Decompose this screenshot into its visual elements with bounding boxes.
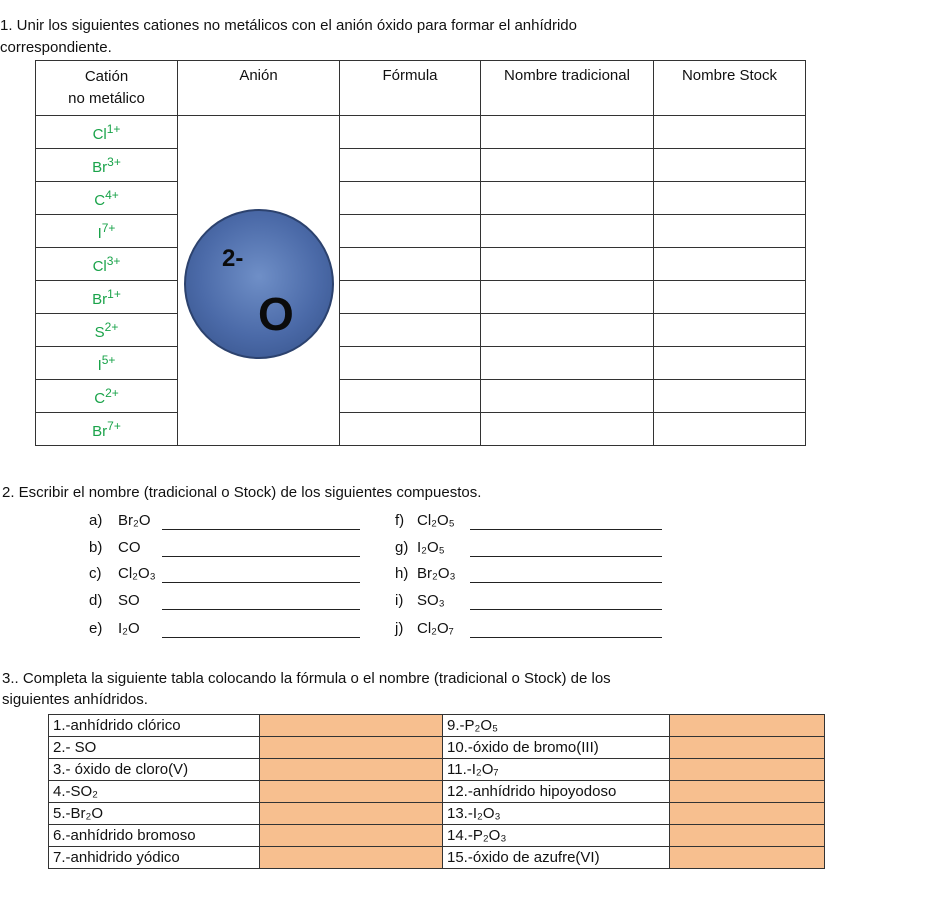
- q3-line1: 3.. Completa la siguiente tabla colocando la fórmula o el nombre (tradicional o Stock) de los: [2, 670, 611, 687]
- compound-letter: a): [89, 512, 103, 529]
- anhydride-left: 7.-anhidrido yódico: [49, 847, 260, 869]
- anhydride-left: 6.-anhídrido bromoso: [49, 825, 260, 847]
- anhydride-left: 4.-SO₂: [49, 781, 260, 803]
- answer-line[interactable]: [162, 529, 360, 530]
- header-traditional: Nombre tradicional: [481, 61, 654, 116]
- answer-line[interactable]: [162, 556, 360, 557]
- q2-title: 2. Escribir el nombre (tradicional o Stock) de los siguientes compuestos.: [2, 484, 482, 501]
- anion-cell: [178, 116, 340, 446]
- answer-cell[interactable]: [260, 847, 443, 869]
- compound-formula: Cl₂O₃: [118, 565, 156, 582]
- answer-line[interactable]: [470, 637, 662, 638]
- compound-formula: SO: [118, 592, 140, 609]
- answer-cell[interactable]: [260, 825, 443, 847]
- header-cation: Catión no metálico: [36, 61, 178, 116]
- compound-letter: g): [395, 539, 409, 556]
- compound-letter: b): [89, 539, 103, 556]
- q3-line2: siguientes anhídridos.: [2, 691, 148, 708]
- answer-cell[interactable]: [260, 759, 443, 781]
- formula-cell[interactable]: [340, 116, 481, 149]
- table-row: [49, 759, 825, 781]
- compound-letter: j): [395, 620, 404, 637]
- anhydride-right: 12.-anhídrido hipoyodoso: [443, 781, 670, 803]
- anhydride-right: 14.-P₂O₃: [443, 825, 670, 847]
- cation-cell: $I^{5+}$: [36, 347, 178, 380]
- anhydride-left: 2.- SO: [49, 737, 260, 759]
- answer-cell[interactable]: [670, 759, 825, 781]
- compound-letter: e): [89, 620, 103, 637]
- anhydride-left: 3.- óxido de cloro(V): [49, 759, 260, 781]
- q1-line1: 1. Unir los siguientes cationes no metálicos con el anión óxido para formar el anhídrido: [0, 17, 577, 34]
- anhydride-right: 11.-I₂O₇: [443, 759, 670, 781]
- compound-letter: d): [89, 592, 103, 609]
- anion-oxide-ball: O $^{2-}$: [184, 209, 334, 359]
- table-row: [49, 803, 825, 825]
- cation-cell: $I^{7+}$: [36, 215, 178, 248]
- cation-cell: $C^{2+}$: [36, 380, 178, 413]
- stock-cell[interactable]: [654, 116, 806, 149]
- anhydride-right: 10.-óxido de bromo(III): [443, 737, 670, 759]
- compound-formula: SO₃: [417, 592, 445, 609]
- table-row: [49, 737, 825, 759]
- answer-cell[interactable]: [670, 847, 825, 869]
- answer-line[interactable]: [162, 609, 360, 610]
- cation-cell: $S^{2+}$: [36, 314, 178, 347]
- traditional-cell[interactable]: [481, 116, 654, 149]
- table-row: [49, 847, 825, 869]
- cation-cell: $C^{4+}$: [36, 182, 178, 215]
- answer-cell[interactable]: [670, 737, 825, 759]
- answer-cell[interactable]: [260, 781, 443, 803]
- cation-cell: $Br^{7+}$: [36, 413, 178, 446]
- header-formula: Fórmula: [340, 61, 481, 116]
- anhydride-right: 13.-I₂O₃: [443, 803, 670, 825]
- answer-cell[interactable]: [670, 715, 825, 737]
- cation-cell: $Cl^{3+}$: [36, 248, 178, 281]
- compound-formula: I₂O₅: [417, 539, 445, 556]
- answer-line[interactable]: [470, 556, 662, 557]
- header-stock: Nombre Stock: [654, 61, 806, 116]
- answer-line[interactable]: [470, 582, 662, 583]
- table-row: [49, 781, 825, 803]
- compound-formula: Cl₂O₅: [417, 512, 455, 529]
- answer-cell[interactable]: [260, 737, 443, 759]
- answer-line[interactable]: [162, 582, 360, 583]
- compound-letter: c): [89, 565, 102, 582]
- compound-formula: Br₂O₃: [417, 565, 456, 582]
- compound-formula: Br₂O: [118, 512, 151, 529]
- anhydride-left: 5.-Br₂O: [49, 803, 260, 825]
- table-row: [49, 825, 825, 847]
- answer-line[interactable]: [162, 637, 360, 638]
- compound-letter: i): [395, 592, 404, 609]
- anhydride-right: 15.-óxido de azufre(VI): [443, 847, 670, 869]
- answer-line[interactable]: [470, 529, 662, 530]
- anhydride-table: [48, 714, 825, 869]
- compound-formula: CO: [118, 539, 141, 556]
- cation-cell: $Br^{1+}$: [36, 281, 178, 314]
- compound-letter: f): [395, 512, 405, 529]
- answer-cell[interactable]: [670, 803, 825, 825]
- answer-cell[interactable]: [670, 781, 825, 803]
- cation-cell: $Br^{3+}$: [36, 149, 178, 182]
- answer-line[interactable]: [470, 609, 662, 610]
- anhydride-left: 1.-anhídrido clórico: [49, 715, 260, 737]
- q1-line2: correspondiente.: [0, 39, 112, 56]
- anhydride-right: 9.-P₂O₅: [443, 715, 670, 737]
- compound-letter: h): [395, 565, 409, 582]
- answer-cell[interactable]: [260, 715, 443, 737]
- answer-cell[interactable]: [260, 803, 443, 825]
- table-row: [49, 715, 825, 737]
- cation-table: [35, 60, 806, 446]
- compound-formula: Cl₂O₇: [417, 620, 454, 637]
- answer-cell[interactable]: [670, 825, 825, 847]
- header-anion: Anión: [178, 61, 340, 116]
- compound-formula: I₂O: [118, 620, 140, 637]
- cation-cell: $Cl^{1+}$: [36, 116, 178, 149]
